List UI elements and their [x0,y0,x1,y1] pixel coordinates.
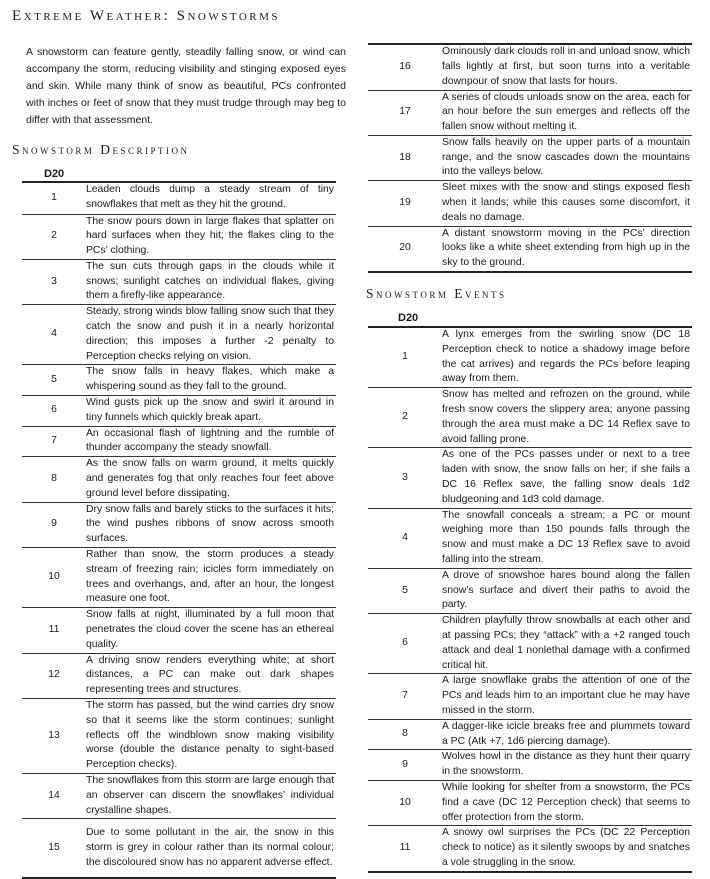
roll-result: A drove of snowshoe hares bound along the fallen snow’s surface and divert their paths to avoid the party. [442,568,692,613]
roll-number: 9 [22,502,86,547]
description-die-label: D20 [44,168,65,180]
roll-result: Ominously dark clouds roll in and unload snow, which falls lightly at first, but soon turns into a veritable downpour of snow that lasts for hours. [442,44,692,90]
roll-number: 19 [368,181,442,226]
roll-number: 3 [22,259,86,304]
roll-number: 14 [22,773,86,818]
roll-result: The storm has passed, but the wind carries dry snow so that it seems like the storm continues; sunlight reflects off the windblown snow making visibility worse (double the distance penalty to sight-based Perception checks). [86,699,336,774]
roll-result: Steady, strong winds blow falling snow such that they catch the snow and push it in a nearly horizontal direction; this imposes a further -2 penalty to Perception checks relying on vision. [86,305,336,365]
roll-result: The sun cuts through gaps in the clouds while it snows; sunlight catches on individual flakes, giving them a firefly-like appearance. [86,259,336,304]
roll-number: 15 [22,819,86,878]
table-row [368,226,692,272]
roll-number: 16 [368,44,442,90]
table-row [22,182,336,214]
table-row [22,699,336,774]
table-row [368,508,692,568]
table-row [22,396,336,427]
table-row [368,719,692,750]
roll-result: A lynx emerges from the swirling snow (DC 18 Perception check to notice a shadowy image before the cat arrives) and regards the PCs before leaping away from them. [442,327,692,388]
table-row [22,426,336,457]
roll-result: An occasional flash of lightning and the rumble of thunder accompany the steady snowfall. [86,426,336,457]
roll-result: A snowy owl surprises the PCs (DC 22 Perception check to notice) as it silently swoops by and snatches a vole struggling in the snow. [442,826,692,872]
roll-number: 6 [22,396,86,427]
roll-result: Rather than snow, the storm produces a steady stream of freezing rain; icicles form immediately on trees and overhangs, and, after an hour, the longest measure one foot. [86,548,336,608]
table-row [22,819,336,878]
table-row [368,780,692,825]
table-row [22,305,336,365]
table-row [368,90,692,135]
table-row [22,259,336,304]
table-row [22,548,336,608]
description-heading: Snowstorm Description [12,142,190,157]
roll-result: As one of the PCs passes under or next to a tree laden with snow, the snow falls on her; if she fails a DC 16 Reflex save, the falling snow deals 1d2 bludgeoning and 1d3 cold damage. [442,448,692,508]
roll-number: 2 [368,388,442,448]
table-row [22,653,336,698]
roll-number: 17 [368,90,442,135]
roll-number: 11 [368,826,442,872]
roll-number: 8 [22,457,86,502]
table-row [22,214,336,259]
roll-number: 5 [22,365,86,396]
roll-result: Snow falls at night, illuminated by a full moon that penetrates the cloud cover the scene has an ethereal quality. [86,608,336,653]
roll-result: Leaden clouds dump a steady stream of tiny snowflakes that melt as they hit the ground. [86,182,336,214]
roll-result: Wind gusts pick up the snow and swirl it around in tiny funnels which quickly break apart. [86,396,336,427]
roll-result: A dagger-like icicle breaks free and plummets toward a PC (Atk +7, 1d6 piercing damage). [442,719,692,750]
roll-result: While looking for shelter from a snowstorm, the PCs find a cave (DC 12 Perception check) that seems to offer protection from the storm. [442,780,692,825]
description-table-part2 [368,43,692,273]
roll-number: 10 [368,780,442,825]
roll-number: 12 [22,653,86,698]
table-row [22,457,336,502]
roll-number: 9 [368,750,442,781]
table-row [22,773,336,818]
table-row [368,568,692,613]
roll-number: 2 [22,214,86,259]
roll-result: Wolves howl in the distance as they hunt their quarry in the snowstorm. [442,750,692,781]
roll-result: Dry snow falls and barely sticks to the surfaces it hits; the wind pushes ribbons of snow across smooth surfaces. [86,502,336,547]
events-die-label: D20 [398,312,419,324]
roll-result: A distant snowstorm moving in the PCs’ direction looks like a white sheet extending from high up in the sky to the ground. [442,226,692,272]
events-table [368,326,692,873]
roll-result: Snow has melted and refrozen on the ground, while fresh snow covers the slippery area; anyone passing through the area must make a DC 14 Reflex save to avoid falling prone. [442,388,692,448]
table-row [22,608,336,653]
roll-number: 10 [22,548,86,608]
roll-number: 11 [22,608,86,653]
roll-number: 5 [368,568,442,613]
roll-number: 18 [368,135,442,180]
roll-result: A driving snow renders everything white; at short distances, a PC can make out dark shapes representing trees and structures. [86,653,336,698]
roll-result: A series of clouds unloads snow on the area, each for an hour before the sun emerges and reflects off the fallen snow without melting it. [442,90,692,135]
table-row [368,448,692,508]
roll-number: 7 [368,674,442,719]
roll-number: 20 [368,226,442,272]
roll-number: 6 [368,614,442,674]
table-row [368,44,692,90]
roll-result: Snow falls heavily on the upper parts of a mountain range, and the snow cascades down the mountains into the valleys below. [442,135,692,180]
roll-result: As the snow falls on warm ground, it melts quickly and generates fog that only reaches four feet above ground level before dissipating. [86,457,336,502]
table-row [368,750,692,781]
table-row [368,674,692,719]
table-row [22,365,336,396]
intro-paragraph: A snowstorm can feature gently, steadily falling snow, or wind can accompany the storm, reducing visibility and stinging exposed eyes and skin. While many think of snow as beautiful, PCs confronted with inches or feet of snow that they must trudge through may beg to differ with that assessment. [26,46,346,126]
table-row [368,327,692,388]
table-row [22,502,336,547]
events-heading: Snowstorm Events [366,286,507,301]
roll-number: 1 [368,327,442,388]
roll-number: 4 [368,508,442,568]
description-table-part1 [22,181,336,879]
roll-result: The snowfall conceals a stream; a PC or mount weighing more than 150 pounds falls through the snow and must make a DC 13 Reflex save to avoid falling into the stream. [442,508,692,568]
table-row [368,614,692,674]
roll-result: Due to some pollutant in the air, the snow in this storm is grey in colour rather than its normal colour; the discoloured snow has no apparent adverse effect. [86,819,336,878]
roll-result: Sleet mixes with the snow and stings exposed flesh when it lands; while this causes some discomfort, it deals no damage. [442,181,692,226]
roll-number: 1 [22,182,86,214]
page-title: Extreme Weather: Snowstorms [12,8,281,24]
table-row [368,181,692,226]
roll-result: The snow falls in heavy flakes, which make a whispering sound as they fall to the ground. [86,365,336,396]
roll-result: The snowflakes from this storm are large enough that an observer can discern the snowflakes’ individual crystalline shapes. [86,773,336,818]
roll-result: Children playfully throw snowballs at each other and at passing PCs; they “attack” with a +2 ranged touch attack and deal 1 nonlethal damage with a confirmed critical hit. [442,614,692,674]
roll-result: A large snowflake grabs the attention of one of the PCs and leads him to an important clue he may have missed in the storm. [442,674,692,719]
table-row [368,388,692,448]
roll-number: 8 [368,719,442,750]
roll-number: 3 [368,448,442,508]
roll-number: 7 [22,426,86,457]
table-row [368,826,692,872]
roll-number: 4 [22,305,86,365]
roll-result: The snow pours down in large flakes that splatter on hard surfaces when they hit; the flakes cling to the PCs’ clothing. [86,214,336,259]
roll-number: 13 [22,699,86,774]
table-row [368,135,692,180]
